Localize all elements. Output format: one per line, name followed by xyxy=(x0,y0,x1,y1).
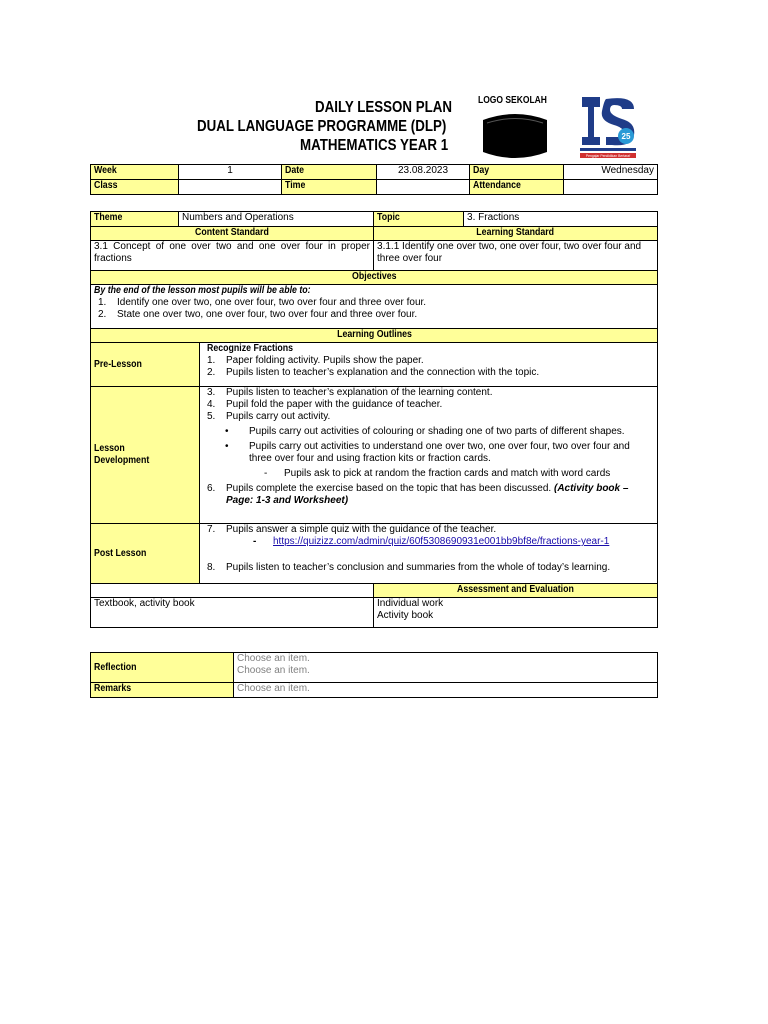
emblem-caption: Pengajar Pendidikan Bertaraf xyxy=(585,154,631,158)
lesson-plan-table xyxy=(90,211,658,628)
learning-outlines-header: Learning Outlines xyxy=(91,329,658,343)
objectives-intro: By the end of the lesson most pupils will be able to: xyxy=(94,285,311,296)
objective-item: 1. Identify one over two, one over four, two over four and three over four. xyxy=(98,297,427,308)
time-label: Time xyxy=(282,180,377,195)
reflection-label: Reflection xyxy=(91,653,234,683)
pre-lesson-step: 1. Paper folding activity. Pupils show the paper. xyxy=(207,355,424,366)
lesson-dev-step: 6. Pupils complete the exercise based on the topic that has been discussed. (Activity book – Page: 1-3 and Worksheet) xyxy=(207,483,629,506)
emblem-25-icon xyxy=(576,93,638,159)
post-lesson-label: Post Lesson xyxy=(91,524,200,584)
lesson-dev-step: 5. Pupils carry out activity. xyxy=(207,411,331,422)
attendance-value xyxy=(564,180,658,195)
objectives-header: Objectives xyxy=(91,271,658,285)
lesson-development-cell xyxy=(200,387,658,524)
quizizz-link[interactable]: https://quizizz.com/admin/quiz/60f5308690931e001bb9bf8e/fractions-year-1 xyxy=(273,536,610,547)
assessment-cell xyxy=(374,598,658,628)
activity-book-reference: (Activity book – Page: 1-3 and Worksheet) xyxy=(226,483,629,506)
learning-standard-header: Learning Standard xyxy=(374,227,658,241)
attendance-label: Attendance xyxy=(470,180,564,195)
lesson-dev-bullet: • Pupils carry out activities to understand one over two, one over four, two over four and three over four and using fraction kits or fraction cards. xyxy=(225,441,630,464)
school-logo-shield-icon xyxy=(481,112,549,160)
week-label: Week xyxy=(91,165,179,180)
pre-lesson-label: Pre-Lesson xyxy=(91,343,200,387)
objective-item: 2. State one over two, one over four, two over four and three over four. xyxy=(98,309,418,320)
remarks-dropdown[interactable]: Choose an item. xyxy=(234,683,658,698)
materials-cell: Textbook, activity book xyxy=(91,598,374,628)
assessment-evaluation-header: Assessment and Evaluation xyxy=(374,584,658,598)
lesson-development-label: Lesson Development xyxy=(91,387,200,524)
class-value xyxy=(179,180,282,195)
date-label: Date xyxy=(282,165,377,180)
reflection-dropdown[interactable]: Choose an item. xyxy=(237,653,310,664)
post-lesson-cell xyxy=(200,524,658,584)
assessment-item: Individual work xyxy=(377,598,444,609)
time-value xyxy=(377,180,470,195)
remarks-label: Remarks xyxy=(91,683,234,698)
week-value: 1 xyxy=(179,165,282,180)
content-standard-text: 3.1 Concept of one over two and one over four in proper fractions xyxy=(91,241,374,271)
date-value: 23.08.2023 xyxy=(377,165,470,180)
topic-label: Topic xyxy=(374,212,464,227)
pre-lesson-step: 2. Pupils listen to teacher’s explanation and the connection with the topic. xyxy=(207,367,540,378)
objectives-cell xyxy=(91,285,658,329)
info-table xyxy=(90,164,658,195)
reflection-table xyxy=(90,652,658,698)
logo-label: LOGO SEKOLAH xyxy=(478,95,547,106)
title-daily-lesson-plan: DAILY LESSON PLAN xyxy=(315,99,453,116)
title-mathematics-year-1: MATHEMATICS YEAR 1 xyxy=(300,137,449,154)
class-label: Class xyxy=(91,180,179,195)
assessment-item: Activity book xyxy=(377,610,434,621)
pre-lesson-heading: Recognize Fractions xyxy=(207,343,294,354)
title-dual-language-programme: DUAL LANGUAGE PROGRAMME (DLP) xyxy=(197,118,447,135)
lesson-dev-bullet: • Pupils carry out activities of colouring or shading one of two parts of different shapes. xyxy=(225,426,625,437)
reflection-dropdown[interactable]: Choose an item. xyxy=(237,665,310,676)
theme-value: Numbers and Operations xyxy=(179,212,374,227)
post-lesson-step: 8. Pupils listen to teacher’s conclusion and summaries from the whole of today’s learning. xyxy=(207,562,611,573)
post-lesson-link-item: - https://quizizz.com/admin/quiz/60f5308690931e001bb9bf8e/fractions-year-1 xyxy=(253,536,610,547)
lesson-dev-sub-item: - Pupils ask to pick at random the fraction cards and match with word cards xyxy=(264,468,611,479)
assessment-blank-header xyxy=(91,584,374,598)
pre-lesson-cell xyxy=(200,343,658,387)
post-lesson-step: 7. Pupils answer a simple quiz with the guidance of the teacher. xyxy=(207,524,497,535)
theme-label: Theme xyxy=(91,212,179,227)
lesson-dev-step: 4. Pupil fold the paper with the guidance of teacher. xyxy=(207,399,443,410)
reflection-choices xyxy=(234,653,658,683)
lesson-dev-step: 3. Pupils listen to teacher’s explanation of the learning content. xyxy=(207,387,493,398)
emblem-number: 25 xyxy=(621,132,631,141)
learning-standard-text: 3.1.1 Identify one over two, one over four, two over four and three over four xyxy=(374,241,658,271)
content-standard-header: Content Standard xyxy=(91,227,374,241)
day-value: Wednesday xyxy=(564,165,658,180)
topic-value: 3. Fractions xyxy=(464,212,658,227)
day-label: Day xyxy=(470,165,564,180)
